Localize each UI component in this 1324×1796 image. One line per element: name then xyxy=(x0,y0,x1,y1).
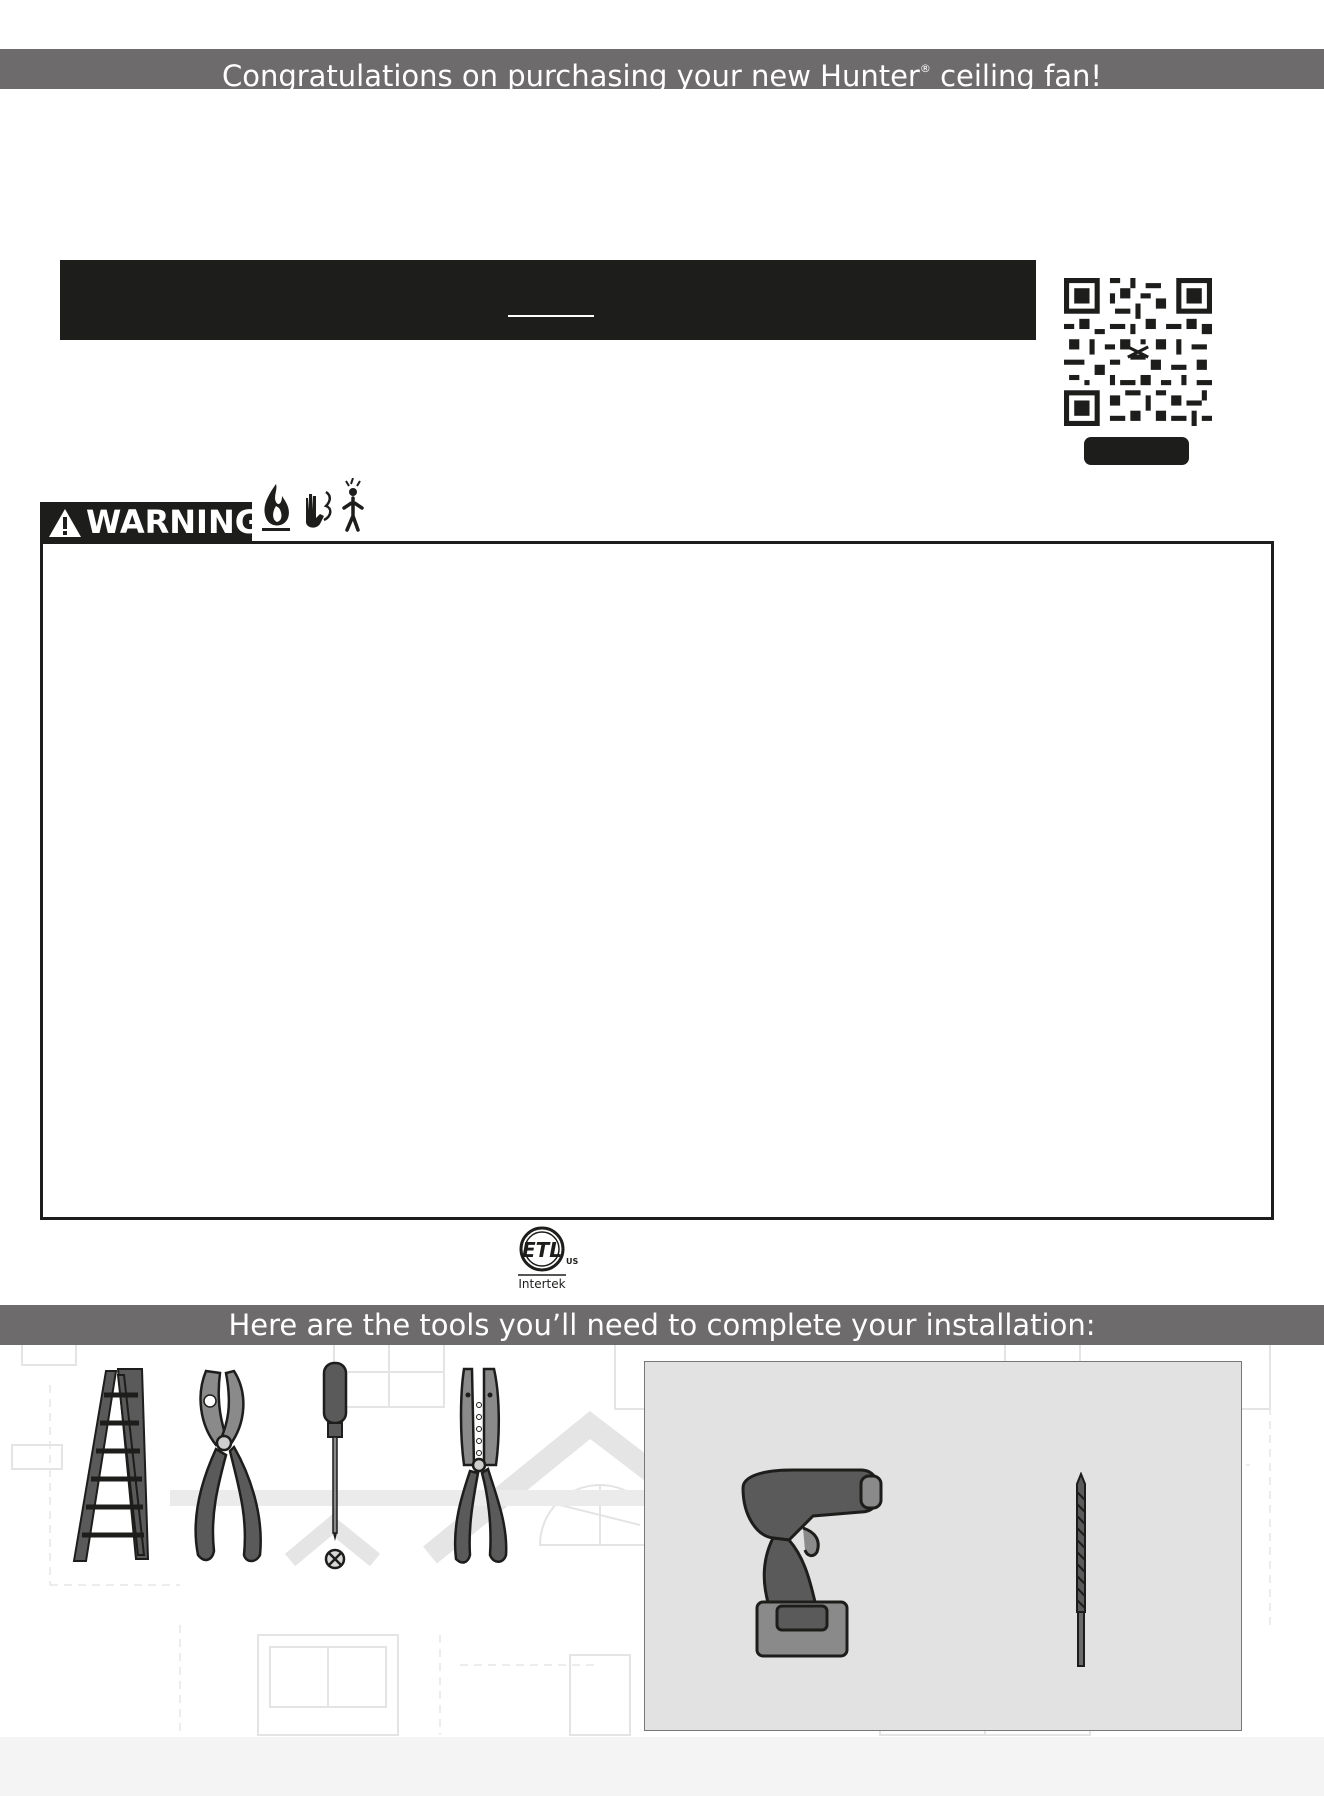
pliers-icon xyxy=(186,1365,266,1565)
notice-bar xyxy=(60,260,1036,340)
intertek-text: Intertek xyxy=(518,1277,566,1291)
hazard-icons xyxy=(258,478,378,540)
wire-stripper-icon xyxy=(446,1365,514,1565)
tools-area xyxy=(0,1345,1324,1737)
etl-mark-text: ETL xyxy=(521,1238,563,1262)
welcome-title: Congratulations on purchasing your new Hunter xyxy=(221,59,920,93)
tools-title: Here are the tools you’ll need to complete your installation: xyxy=(228,1308,1096,1342)
qr-caption-pill xyxy=(1084,437,1189,465)
drill-bit-icon xyxy=(1069,1472,1093,1668)
ladder-icon xyxy=(58,1365,154,1565)
electric-shock-icon xyxy=(344,478,362,530)
etl-certification-logo xyxy=(512,1224,580,1294)
registered-mark: ® xyxy=(919,62,931,75)
phillips-screwdriver-icon xyxy=(316,1361,356,1571)
cordless-drill-icon xyxy=(733,1466,903,1662)
power-tools-box xyxy=(644,1361,1242,1731)
warning-content-box xyxy=(40,541,1274,1220)
footer-band xyxy=(0,1737,1324,1796)
qr-code-icon[interactable] xyxy=(1064,278,1212,426)
warning-triangle-icon xyxy=(48,508,82,538)
etl-region-text: US xyxy=(566,1257,579,1266)
welcome-banner xyxy=(0,49,1324,93)
fire-hazard-icon xyxy=(262,484,290,531)
notice-bar-underline xyxy=(508,315,594,317)
welcome-title-end: ceiling fan! xyxy=(930,59,1103,93)
warning-label xyxy=(40,502,261,542)
hand-hazard-icon xyxy=(306,492,330,528)
warning-text: WARNING xyxy=(86,503,261,541)
tools-banner xyxy=(0,1305,1324,1345)
